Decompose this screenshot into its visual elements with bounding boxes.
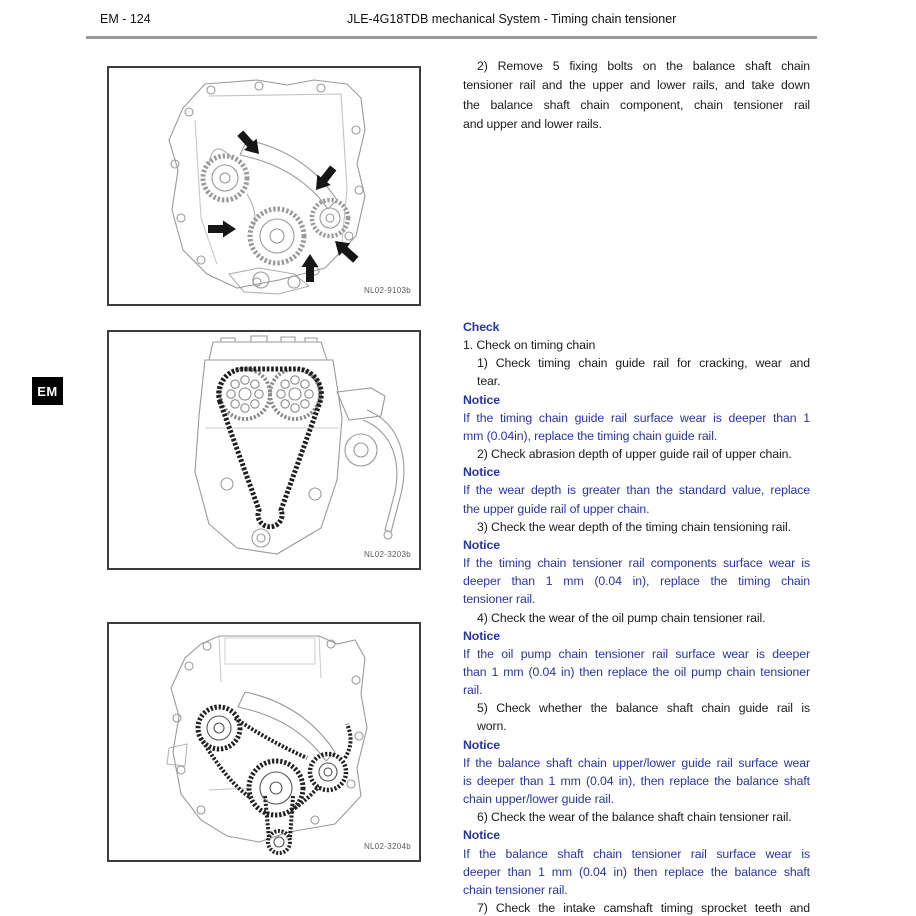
notice-text: If the balance shaft chain upper/lower guide rail surface wear [463, 755, 810, 770]
step-text: 1. Check on timing chain [463, 338, 596, 353]
step-text: tear. [477, 374, 501, 389]
step-text: 4) Check the wear of the oil pump chain tensioner rail. [477, 610, 766, 625]
step-text: the balance shaft chain component, chain tensioner rail [463, 97, 810, 112]
step-text: 6) Check the wear of the balance shaft chain tensioner rail. [477, 810, 792, 825]
header-rule [86, 36, 817, 39]
page-number: EM - 124 [100, 12, 151, 26]
notice-label: Notice [463, 737, 500, 752]
notice-label: Notice [463, 537, 500, 552]
notice-label: Notice [463, 828, 500, 843]
figure-label: NL02-3203b [363, 550, 411, 559]
notice-text: rail. [463, 683, 483, 698]
step-text: worn. [477, 719, 507, 734]
notice-text: If the timing chain tensioner rail components surface wear is [463, 556, 810, 571]
figure-2 [107, 330, 421, 570]
notice-label: Notice [463, 392, 500, 407]
check-section [463, 318, 810, 916]
notice-text: is deeper than 1 mm (0.04 in), then replace the balance shaft [463, 773, 810, 788]
figure-label: NL02-9103b [363, 286, 411, 295]
step-text: 2) Check abrasion depth of upper guide rail of upper chain. [477, 447, 792, 462]
notice-text: than 1 mm (0.04 in) then replace the oil pump chain tensioner [463, 664, 810, 679]
engine-balance-chain-icon [109, 624, 419, 860]
removal-step-paragraph [463, 57, 810, 135]
notice-label: Notice [463, 465, 500, 480]
step-text: tensioner rail and the upper and lower rails, and take down [463, 78, 810, 93]
notice-text: mm (0.04in), replace the timing chain guide rail. [463, 428, 718, 443]
notice-text: chain tensioner rail. [463, 882, 568, 897]
figure-label: NL02-3204b [363, 842, 411, 851]
engine-timing-chain-icon [109, 332, 419, 568]
figure-3 [107, 622, 421, 862]
notice-text: If the oil pump chain tensioner rail surface wear is deeper [463, 646, 810, 661]
section-tab-label: EM [37, 383, 58, 399]
section-tab-em [32, 377, 63, 405]
step-text: 3) Check the wear depth of the timing chain tensioning rail. [477, 519, 791, 534]
notice-text: deeper than 1 mm (0.04 in) then replace the balance shaft [463, 864, 810, 879]
notice-text: tensioner rail. [463, 592, 536, 607]
bolt-arrow-icons [208, 128, 361, 282]
document-title: JLE-4G18TDB mechanical System - Timing chain tensioner [347, 12, 677, 26]
step-text: and upper and lower rails. [463, 117, 602, 132]
notice-label: Notice [463, 628, 500, 643]
figure-1 [107, 66, 421, 306]
notice-text: chain upper/lower guide rail. [463, 792, 614, 807]
step-text: 1) Check timing chain guide rail for cracking, wear and [477, 356, 810, 371]
step-text: 5) Check whether the balance shaft chain guide rail is [477, 701, 810, 716]
step-text-cutoff: 7) Check the intake camshaft timing sprocket teeth and [477, 901, 810, 915]
notice-text: If the wear depth is greater than the standard value, replace [463, 483, 810, 498]
notice-text: If the timing chain guide rail surface wear is deeper than 1 [463, 410, 810, 425]
step-text: 2) Remove 5 fixing bolts on the balance shaft chain [477, 59, 810, 73]
engine-balance-chain-bolts-icon [109, 68, 419, 304]
notice-text: If the balance shaft chain tensioner rail surface wear is [463, 846, 810, 861]
check-heading: Check [463, 320, 500, 334]
timing-chain-path [219, 369, 322, 527]
notice-text: the upper guide rail of upper chain. [463, 501, 650, 516]
notice-text: deeper than 1 mm (0.04 in), replace the timing chain [463, 574, 810, 589]
